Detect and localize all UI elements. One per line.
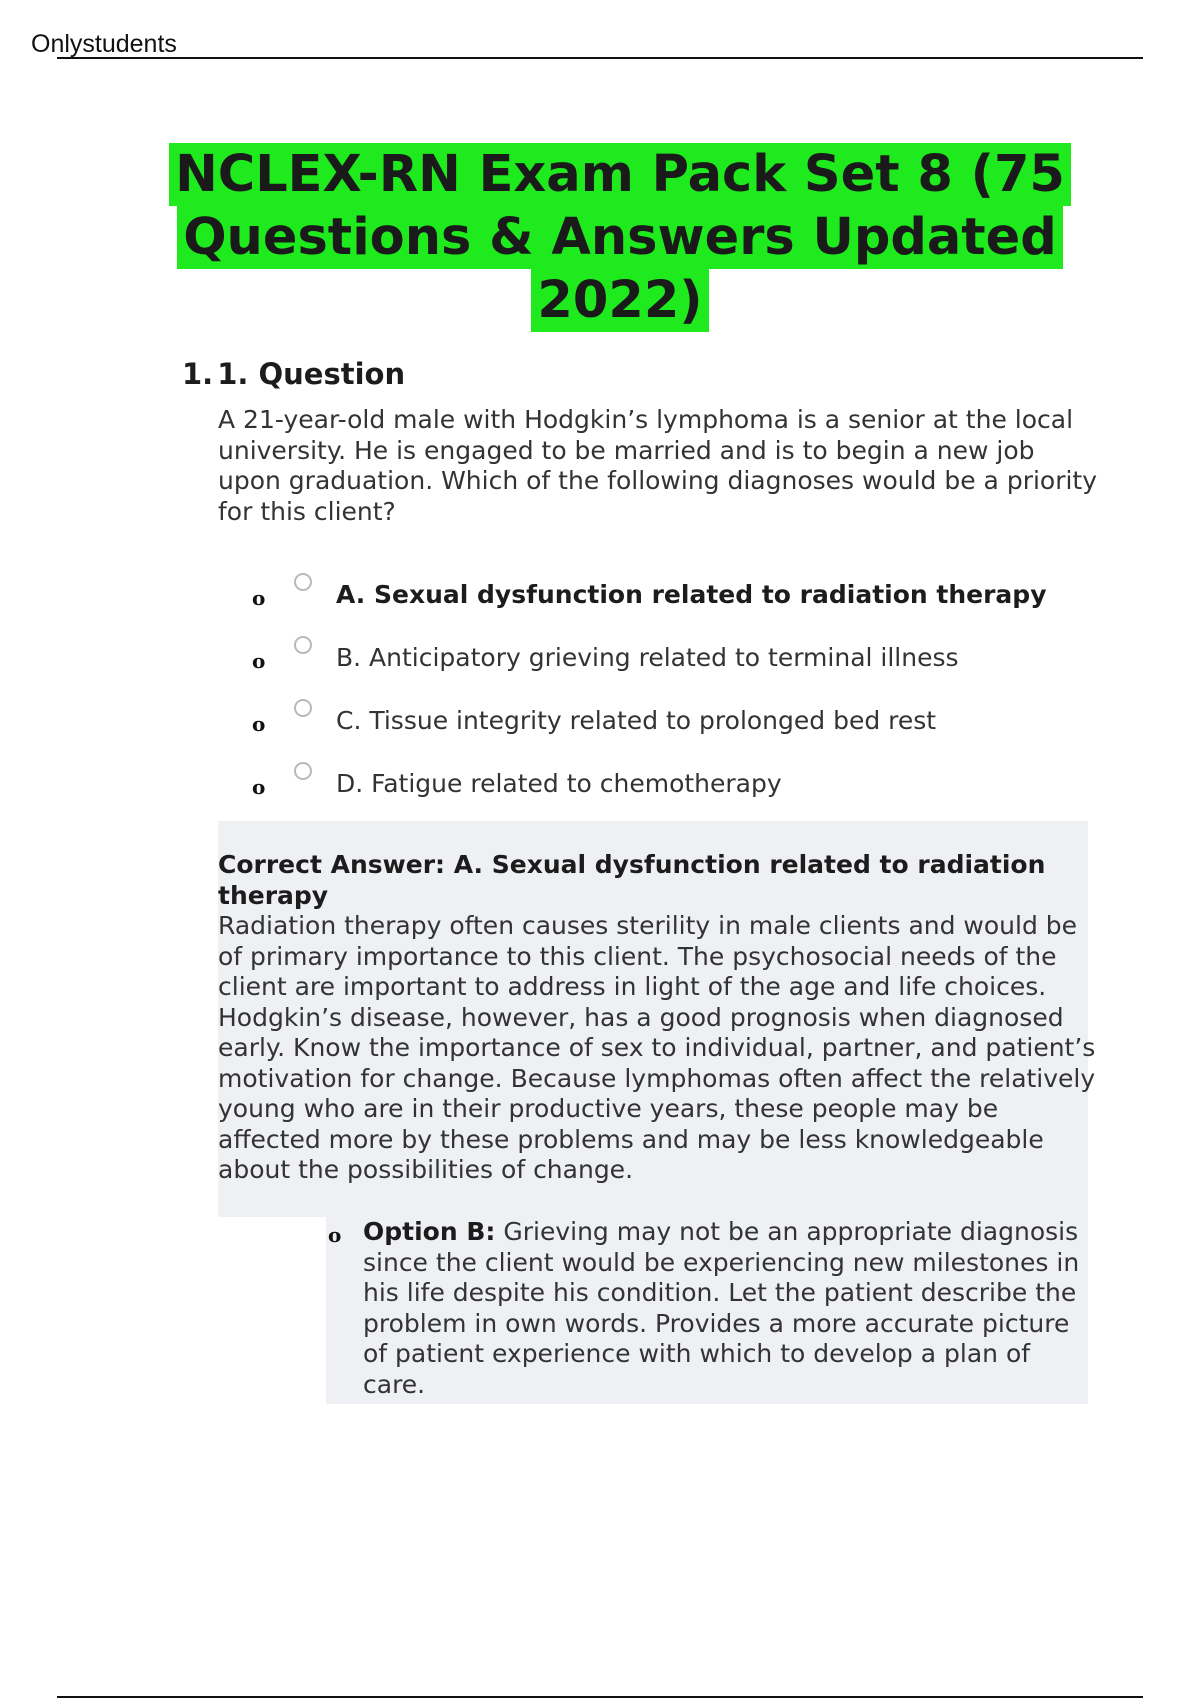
answer-option-d[interactable] — [250, 762, 1100, 825]
bullet-marker: o — [328, 1223, 342, 1247]
radio-button[interactable] — [294, 573, 312, 591]
title-line: NCLEX-RN Exam Pack Set 8 (75 — [169, 143, 1071, 206]
title-line: 2022) — [531, 269, 708, 332]
rationale-text: Grieving may not be an appropriate diagnosis since the client would be experiencing new milestones in his life despite his condition. Let the patient describe the problem in own words. Provides a more accurate picture of patient experience with which to develop a plan of care. — [363, 1217, 1080, 1399]
answer-option-a[interactable] — [250, 573, 1100, 636]
rationale-lead: Option B: — [363, 1217, 496, 1246]
correct-answer-heading: Correct Answer: A. Sexual dysfunction related to radiation therapy — [218, 850, 1046, 910]
radio-button[interactable] — [294, 636, 312, 654]
answer-options — [250, 573, 1100, 825]
answer-option-c[interactable] — [250, 699, 1100, 762]
document-title — [140, 143, 1100, 332]
footer-divider — [57, 1696, 1143, 1698]
question-number: 1. — [182, 357, 214, 391]
option-label: A. Sexual dysfunction related to radiation therapy — [336, 580, 1047, 609]
option-label: D. Fatigue related to chemotherapy — [336, 769, 782, 798]
title-line: Questions & Answers Updated — [177, 206, 1063, 269]
question-text: A 21-year-old male with Hodgkin’s lymphoma is a senior at the local university. He is engaged to be married and is to begin a new job upon graduation. Which of the following diagnoses would be a priority for this client? — [218, 405, 1098, 526]
question-heading — [182, 357, 405, 391]
bullet-marker: o — [252, 775, 266, 799]
header-brand: Onlystudents — [31, 30, 177, 58]
answer-content — [218, 850, 1098, 1186]
option-label: B. Anticipatory grieving related to terminal illness — [336, 643, 959, 672]
bullet-marker: o — [252, 649, 266, 673]
answer-explanation: Radiation therapy often causes sterility in male clients and would be of primary importance to this client. The psychosocial needs of the client are important to address in light of the age and life choices. Hodgkin’s disease, however, has a good prognosis when diagnosed early. Know the importance of sex to individual, partner, and patient’s motivation for change. Because lymphomas often affect the relatively young who are in their productive years, these people may be affected more by these problems and may be less knowledgeable about the possibilities of change. — [218, 911, 1096, 1184]
bullet-marker: o — [252, 586, 266, 610]
option-label: C. Tissue integrity related to prolonged bed rest — [336, 706, 937, 735]
bullet-marker: o — [252, 712, 266, 736]
radio-button[interactable] — [294, 762, 312, 780]
answer-option-b[interactable] — [250, 636, 1100, 699]
header-divider — [57, 57, 1143, 59]
rationale-option-b — [363, 1217, 1091, 1400]
question-heading-label: 1. Question — [217, 357, 406, 391]
radio-button[interactable] — [294, 699, 312, 717]
